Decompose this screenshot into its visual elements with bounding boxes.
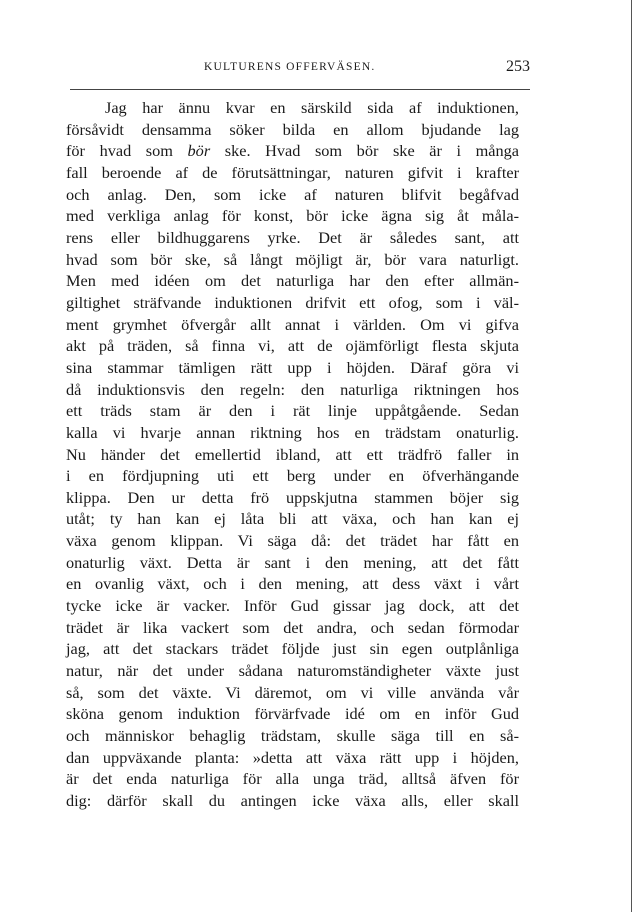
text-line: utåt; ty han kan ej låta bli att växa, och han kan ej xyxy=(66,509,519,529)
text-line: Jag har ännu kvar en särskild sida af induktionen, xyxy=(105,98,519,117)
text-line: och anlag. Den, som icke af naturen blifvit begåfvad xyxy=(66,184,519,204)
emphasized-word: bör xyxy=(187,141,211,161)
body-paragraph xyxy=(66,97,519,812)
text-line: då induktionsvis den regeln: den naturliga riktningen hos xyxy=(66,379,519,399)
page-number: 253 xyxy=(506,58,530,75)
text-line: och människor behaglig trädstam, skulle säga till en så- xyxy=(66,726,519,746)
text-line: kalla vi hvarje annan riktning hos en trädstam onaturlig. xyxy=(66,422,519,442)
text-line: natur, när det under sådana naturomständigheter växte just xyxy=(66,661,519,681)
page-header xyxy=(60,58,532,82)
text-line: trädet är lika vackert som det andra, och sedan förmodar xyxy=(66,617,519,637)
text-line: försåvidt densamma söker bilda en allom bjudande lag xyxy=(66,119,519,139)
text-line: Men med idéen om det naturliga har den efter allmän- xyxy=(66,271,519,291)
text-line: sina stammar tämligen rätt upp i höjden. Däraf göra vi xyxy=(66,357,519,377)
text-line xyxy=(66,140,519,162)
text-line: i en fördjupning uti ett berg under en öfverhängande xyxy=(66,466,519,486)
header-rule xyxy=(70,89,530,90)
text-line: ment grymhet öfvergår allt annat i världen. Om vi gifva xyxy=(66,314,519,334)
text-line: hvad som bör ske, så långt möjligt är, bör vara naturligt. xyxy=(66,249,519,269)
text-line: ett träds stam är den i rät linje uppåtgående. Sedan xyxy=(66,401,519,421)
text-line: dig: därför skall du antingen icke växa alls, eller skall xyxy=(66,791,519,810)
text-line: jag, att det stackars trädet följde just sin egen outplånliga xyxy=(66,639,519,659)
text-line: Nu händer det emellertid ibland, att ett trädfrö faller in xyxy=(66,444,519,464)
text-line: onaturlig växt. Detta är sant i den mening, att det fått xyxy=(66,552,519,572)
text-line: giltighet sträfvande induktionen drifvit ett ofog, som i väl- xyxy=(66,292,519,312)
text-line: akt på träden, så finna vi, att de ojämförligt flesta skjuta xyxy=(66,336,519,356)
text-line: fall beroende af de förutsättningar, naturen gifvit i krafter xyxy=(66,162,519,182)
text-line: är det enda naturliga för alla unga träd, alltså äfven för xyxy=(66,769,519,789)
text-line: en ovanlig växt, och i den mening, att dess växt i vårt xyxy=(66,574,519,594)
text-line: så, som det växte. Vi däremot, om vi ville använda vår xyxy=(66,682,519,702)
text-line: med verkliga anlag för konst, bör icke ägna sig åt måla- xyxy=(66,206,519,226)
text-line: växa genom klippan. Vi säga då: det trädet har fått en xyxy=(66,531,519,551)
text-line: rens eller bildhuggarens yrke. Det är således sant, att xyxy=(66,227,519,247)
text-fragment: för hvad som xyxy=(66,141,188,161)
text-fragment: ske. Hvad som bör ske är i många xyxy=(210,141,519,161)
text-line: sköna genom induktion förvärfvade idé om en inför Gud xyxy=(66,704,519,724)
text-line: klippa. Den ur detta frö uppskjutna stammen böjer sig xyxy=(66,487,519,507)
text-line: dan uppväxande planta: »detta att växa rätt upp i höjden, xyxy=(66,747,519,767)
running-head: KULTURENS OFFERVÄSEN. xyxy=(204,61,376,73)
text-line: tycke icke är vacker. Inför Gud gissar jag dock, att det xyxy=(66,596,519,616)
